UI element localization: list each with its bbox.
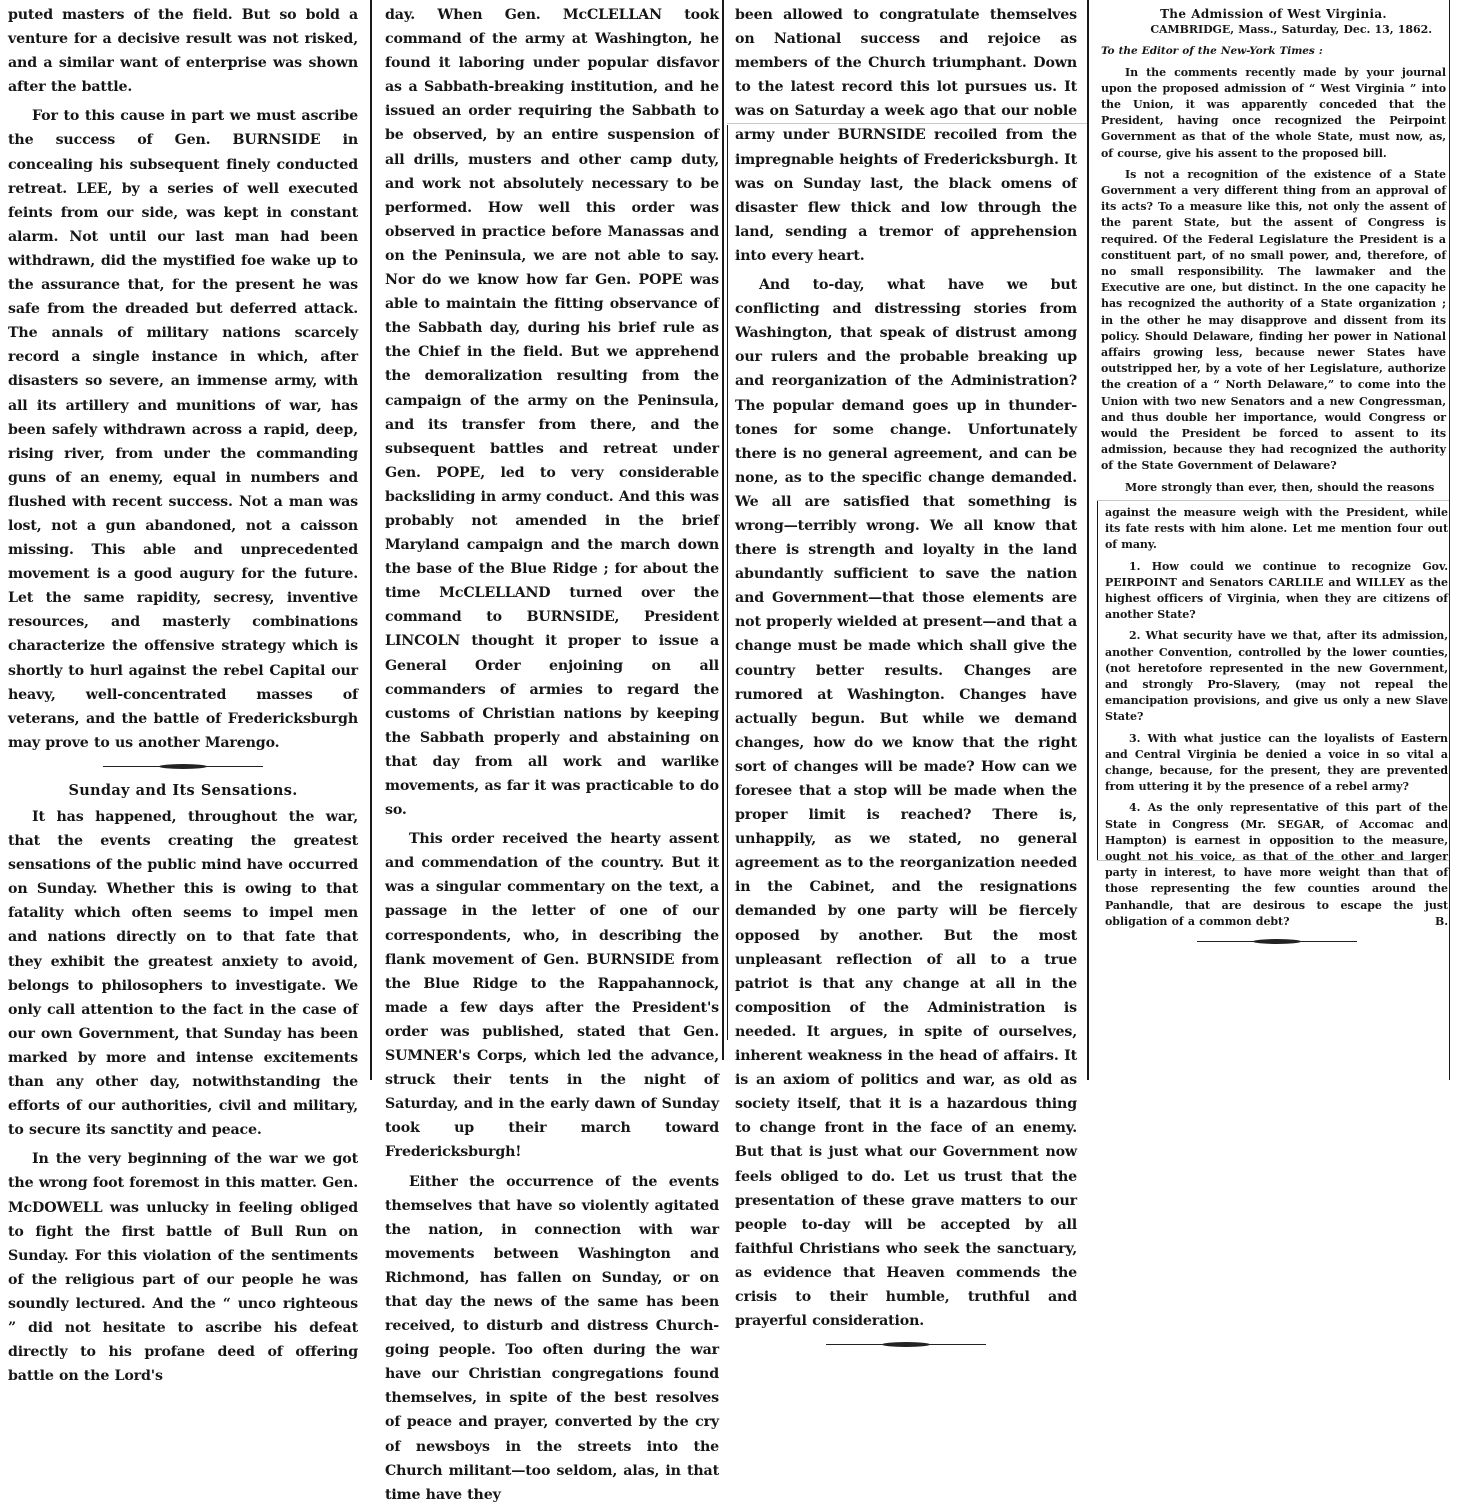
paragraph: In the comments recently made by your journal upon the proposed admission of “ West Virginia ” into the Union, it was apparently conceded that the President, having once recognized the Peirpoint Government as that of the whole State, must now, as, of course, give his assent to the proposed bill.: [1101, 65, 1446, 160]
article-column-3: [735, 3, 1077, 1330]
paragraph: against the measure weigh with the President, while its fate rests with him alone. Let me mention four out of many.: [1105, 506, 1448, 552]
column-rule-4a: [1097, 500, 1098, 860]
paste-seam-col4: [1097, 500, 1449, 501]
article-column-1: [8, 3, 358, 1385]
section-divider: [826, 1339, 986, 1351]
paragraph: Is not a recognition of the existence of a State Government a very different thing from an approval of its acts? To a measure like this, not only the assent of the parent State, but the assent of Congress is required. Of the Federal Legislature the President is a constituent part, of no small power, and, therefore, of no small responsibility. The lawmaker and the Executive are one, but distinct. In the one capacity he has recognized the authority of a State organization ; in the other he may disapprove and dissent from its policy. Should Delaware, finding her power in National affairs growing less, because newer States have outstripped her, by a vote of her Legislature, authorize the creation of a “ North Delaware,” to come into the Union with two new Senators and a new Congressman, and thus double her importance, would Congress or would the President be forced to assent to its admission, because they had recognized the authority of the State Government of Delaware?: [1101, 167, 1446, 473]
paragraph: It has happened, throughout the war, that the events creating the greatest sensations of the public mind have occurred on Sunday. Whether this is owing to that fatality which often seems to impel men and nations directly on to that fate that they exhibit the greatest anxiety to avoid, belongs to philosophers to investigate. We only call attention to the fact in the case of our own Government, that Sunday has been marked by more and intense excitements than any other day, notwithstanding the efforts of our authorities, civil and military, to secure its sanctity and peace.: [8, 809, 358, 1139]
letter-west-virginia-bottom: [1105, 505, 1448, 954]
column-rule-2b: [727, 125, 728, 1040]
paragraph: day. When Gen. McCLELLAN took command of the army at Washington, he found it laboring under popular disfavor as a Sabbath-breaking institution, and he issued an order requiring the Sabbath to be observed, by an entire suspension of all drills, musters and other camp duty, and work not absolutely necessary to be performed. How well this order was observed in practice before Manassas and on the Peninsula, we are not able to say. Nor do we know how far Gen. POPE was able to maintain the fitting observance of the Sabbath day, during his brief rule as the Chief in the field. But we apprehend the demoralization resulting from the campaign of the army on the Peninsula, and its transfer from there, and the subsequent battles and retreat under Gen. POPE, led to very considerable backsliding in army conduct. And this was probably not amended in the brief Maryland campaign and the march down the base of the Blue Ridge ; for about the time McCLELLAND turned over the command to BURNSIDE, President LINCOLN thought it proper to issue a General Order enjoining on all commanders of armies to regard the customs of Christian nations by keeping the Sabbath properly and abstaining on that day from all work and warlike movements, as far it was practicable to do so.: [385, 7, 719, 819]
dateline: CAMBRIDGE, Mass., Saturday, Dec. 13, 1862.: [1150, 23, 1432, 37]
numbered-point-4: 4. As the only representative of this part of the State in Congress (Mr. SEGAR, of Accomac and Hampton) is earnest in opposition to the measure, ought not his voice, as that of the other and larger party in interest, to have more weight than that of those representing the few counties around the Panhandle, that are desirous to escape the just obligation of a common debt? B.: [1105, 800, 1448, 930]
column-rule-2: [722, 0, 724, 1060]
headline-sunday-sensations: Sunday and Its Sensations.: [68, 781, 298, 799]
paragraph: More strongly than ever, then, should the reasons: [1125, 480, 1435, 494]
right-edge-rule: [1449, 0, 1450, 1080]
signature: B.: [1434, 914, 1448, 928]
column-rule-1: [370, 0, 372, 1080]
section-divider: [1197, 936, 1357, 948]
paragraph: This order received the hearty assent and commendation of the country. But it was a singular commentary on the text, a passage in the letter of one of our correspondents, who, in describing the flank movement of Gen. BURNSIDE from the Blue Ridge to the Rappahannock, made a few days after the President's order was published, stated that Gen. SUMNER's Corps, which led the advance, struck their tents in the night of Saturday, and in the early dawn of Sunday took up their march toward Fredericksburgh!: [385, 831, 719, 1161]
paragraph: Either the occurrence of the events themselves that have so violently agitated the nation, in connection with war movements between Washington and Richmond, has fallen on Sunday, or on that day the news of the same has been received, to disturb and distress Church-going people. Too often during the war have our Christian congregations found themselves, in spite of the best resolves of peace and prayer, converted by the cry of newsboys in the streets into the Church militant—too seldom, alas, in that time have they: [385, 1173, 719, 1503]
paragraph: And to-day, what have we but conflicting and distressing stories from Washington, that speak of distrust among our rulers and the probable breaking up and reorganization of the Administration? The popular demand goes up in thunder-tones for some change. Unfortunately there is no general agreement, and can be none, as to the specific change demanded. We all are satisfied that something is wrong—terribly wrong. We all know that there is strength and loyalty in the land abundantly sufficient to save the nation and Government—that those elements are not properly wielded at present—and that a change must be made which shall give the country better results. Changes are rumored at Washington. Changes have actually begun. But while we demand changes, how do we know that the right sort of changes will be made? How can we foresee that a stop will be made when the proper limit is reached? There is, unhappily, as we stated, no general agreement as to the reorganization needed in the Cabinet, and the resignations demanded by one party will be fiercely opposed by another. But the most unpleasant reflection of all to a true patriot is that any change at all in the composition of the Administration is needed. It argues, in spite of ourselves, inherent weakness in the head of affairs. It is an axiom of politics and war, as old as society itself, that it is a hazardous thing to change front in the face of an enemy. But that is just what our Government now feels obliged to do. Let us trust that the presentation of these grave matters to our people to-day will be accepted by all faithful Christians who seek the sanctuary, as evidence that Heaven commends the crisis to their humble, truthful and prayerful consideration.: [735, 277, 1077, 1330]
column-rule-3: [1087, 0, 1089, 1080]
salutation: To the Editor of the New-York Times :: [1101, 45, 1323, 58]
article-column-2: [385, 3, 719, 1503]
paragraph: In the very beginning of the war we got the wrong foot foremost in this matter. Gen. McDOWELL was unlucky in feeling obliged to fight the first battle of Bull Run on Sunday. For this violation of the sentiments of the religious part of our people he was soundly lectured. And the “ unco righteous ” did not hesitate to ascribe his defeat directly to his profane deed of offering battle on the Lord's: [8, 1151, 358, 1385]
headline-admission-west-virginia: The Admission of West Virginia.: [1160, 7, 1387, 21]
numbered-point-3: 3. With what justice can the loyalists of Eastern and Central Virginia be denied a voice in so vital a change, because, for the present, they are prevented from uttering it by the presence of a rebel army?: [1105, 731, 1448, 794]
section-divider: [103, 761, 263, 773]
numbered-point-1: 1. How could we continue to recognize Gov. PEIRPOINT and Senators CARLILE and WILLEY as the highest officers of Virginia, when they are citizens of another State?: [1105, 559, 1448, 622]
paragraph: For to this cause in part we must ascribe the success of Gen. BURNSIDE in concealing his subsequent finely conducted retreat. LEE, by a series of well executed feints from our side, was kept in constant alarm. Not until our last man had been withdrawn, did the mystified foe wake up to the assurance that, for the present he was safe from the dreaded but deferred attack. The annals of military nations scarcely record a single instance in which, after disasters so severe, an immense army, with all its artillery and munitions of war, has been safely withdrawn across a rapid, deep, rising river, from under the commanding guns of an enemy, equal in numbers and flushed with recent success. Not a man was lost, not a gun abandoned, not a caisson missing. This able and unprecedented movement is a good augury for the future. Let the same rapidity, secresy, inventive resources, and masterly combinations characterize the offensive strategy which is shortly to hurl against the rebel Capital our heavy, well-concentrated masses of veterans, and the battle of Fredericksburgh may prove to us another Marengo.: [8, 108, 358, 751]
letter-west-virginia-top: [1101, 6, 1446, 496]
paragraph: puted masters of the field. But so bold a venture for a decisive result was not risked, and a similar want of enterprise was shown after the battle.: [8, 7, 358, 96]
numbered-point-2: 2. What security have we that, after its admission, another Convention, controlled by the lower counties, (not heretofore represented in the new Government, and strongly Pro-Slavery, (may not repeal the emancipation provisions, and give us only a new Slave State?: [1105, 629, 1448, 724]
paragraph: been allowed to congratulate themselves on National success and rejoice as members of the Church triumphant. Down to the latest record this lot pursues us. It was on Saturday a week ago that our noble army under BURNSIDE recoiled from the impregnable heights of Fredericksburgh. It was on Sunday last, the black omens of disaster flew thick and low through the land, sending a tremor of apprehension into every heart.: [735, 7, 1077, 264]
